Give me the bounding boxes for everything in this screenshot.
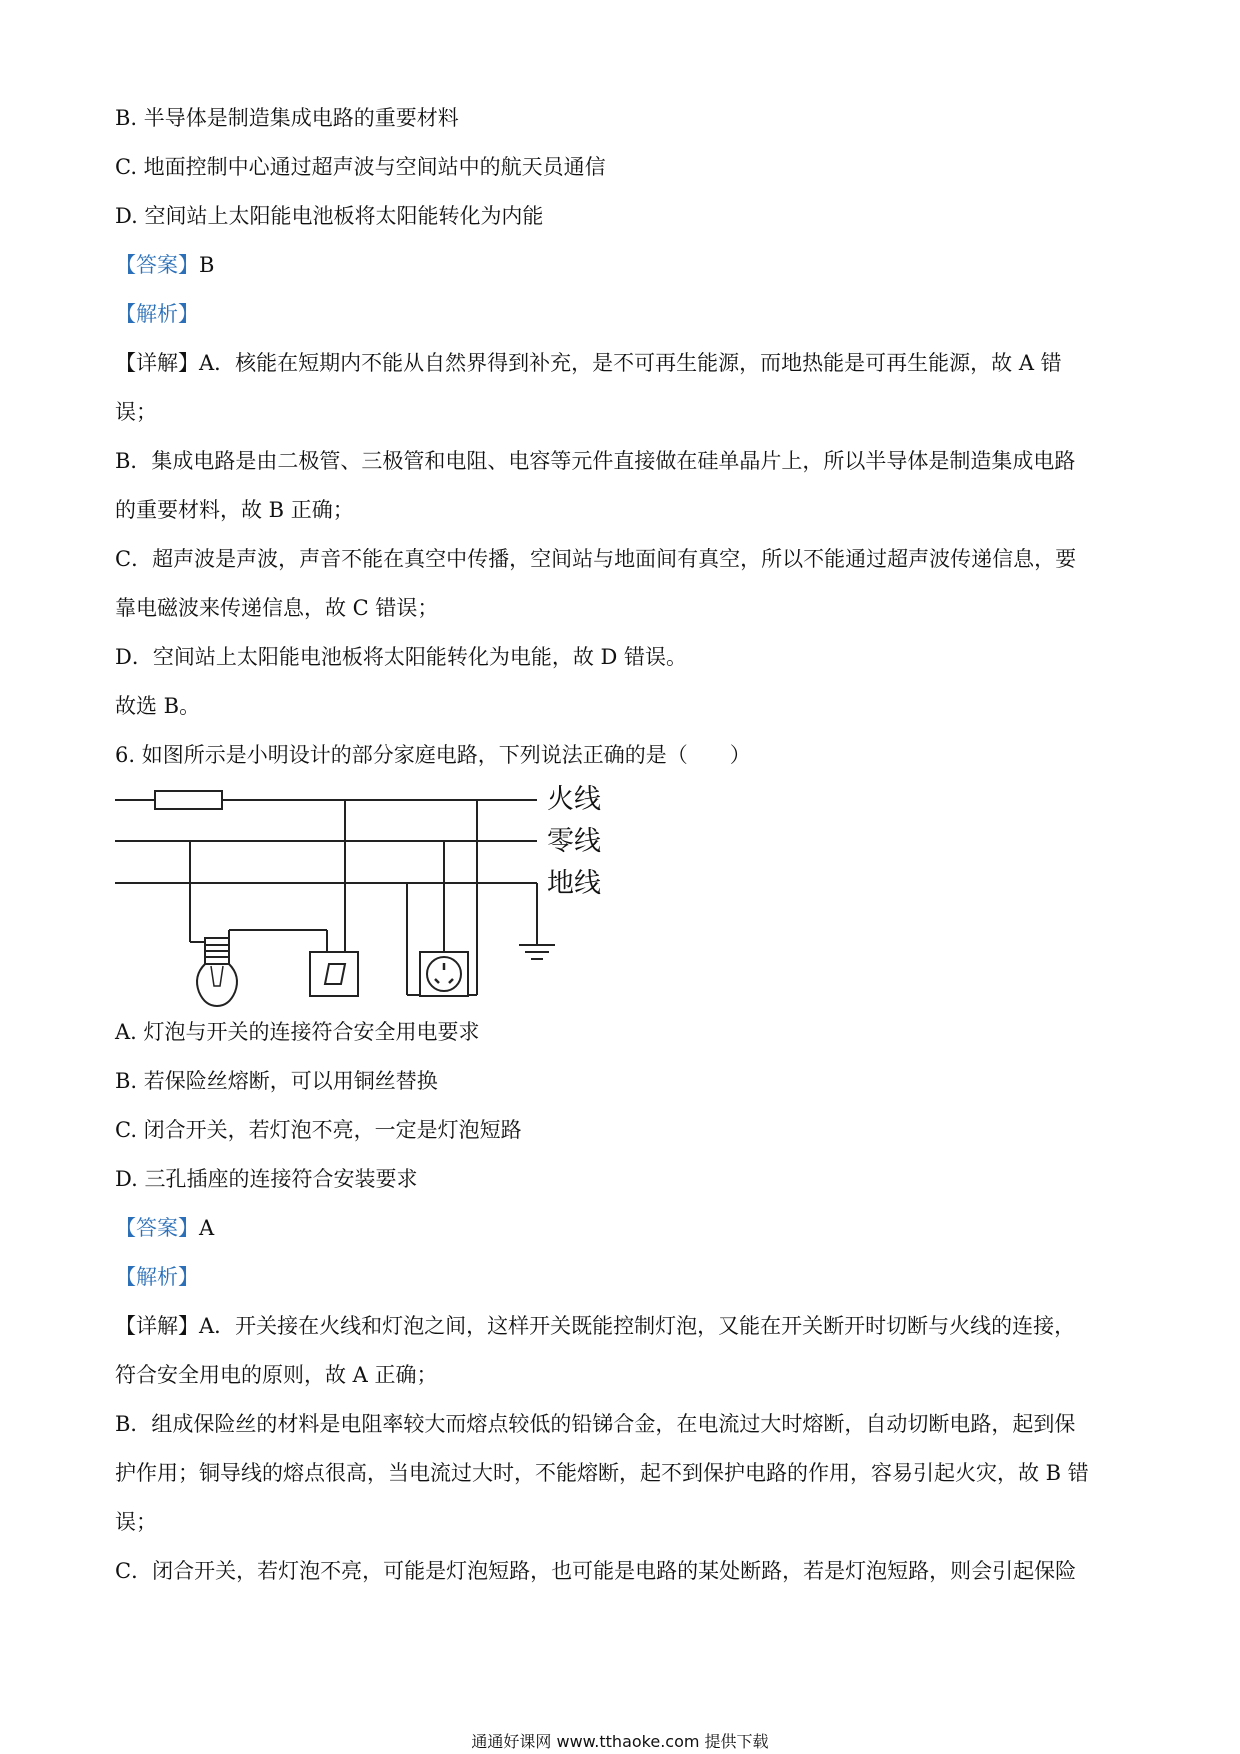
detail-line: D．空间站上太阳能电池板将太阳能转化为电能，故 D 错误。 <box>115 645 688 669</box>
answer-key: 【答案】 <box>115 253 199 277</box>
answer-line <box>115 250 214 280</box>
option-b: B. 若保险丝熔断，可以用铜丝替换 <box>115 1069 438 1093</box>
answer-line <box>115 1213 214 1243</box>
page-footer: 通通好课网 www.tthaoke.com 提供下载 <box>471 1732 769 1751</box>
detail-line: 符合安全用电的原则，故 A 正确； <box>115 1363 438 1387</box>
analysis-label: 【解析】 <box>115 302 199 326</box>
live-wire-label: 火线 <box>547 784 601 815</box>
detail-line: B．集成电路是由二极管、三极管和电阻、电容等元件直接做在硅单晶片上，所以半导体是制造集成电路 <box>115 449 1076 473</box>
detail-line: 【详解】A．开关接在火线和灯泡之间，这样开关既能控制灯泡，又能在开关断开时切断与火线的连接， <box>115 1314 1076 1338</box>
detail-line: 误； <box>115 400 157 424</box>
detail-line: 故选 B。 <box>115 694 201 718</box>
answer-value: B <box>199 253 215 277</box>
option-a: A. 灯泡与开关的连接符合安全用电要求 <box>115 1020 480 1044</box>
answer-value: A <box>199 1216 215 1240</box>
switch-icon <box>310 952 358 996</box>
option-c: C. 闭合开关，若灯泡不亮，一定是灯泡短路 <box>115 1118 522 1142</box>
detail-line: 的重要材料，故 B 正确； <box>115 498 354 522</box>
detail-line: C．超声波是声波，声音不能在真空中传播，空间站与地面间有真空，所以不能通过超声波传递信息，要 <box>115 547 1077 571</box>
detail-line: B．组成保险丝的材料是电阻率较大而熔点较低的铅锑合金，在电流过大时熔断，自动切断电路，起到保 <box>115 1412 1076 1436</box>
detail-line: 【详解】A．核能在短期内不能从自然界得到补充，是不可再生能源，而地热能是可再生能源，故 A 错 <box>115 351 1062 375</box>
option-b: B. 半导体是制造集成电路的重要材料 <box>115 106 459 130</box>
three-hole-socket-icon <box>420 952 468 996</box>
option-d: D. 空间站上太阳能电池板将太阳能转化为内能 <box>115 204 544 228</box>
detail-line: 靠电磁波来传递信息，故 C 错误； <box>115 596 439 620</box>
light-bulb-icon <box>197 938 237 1006</box>
option-c: C. 地面控制中心通过超声波与空间站中的航天员通信 <box>115 155 606 179</box>
detail-line: C．闭合开关，若灯泡不亮，可能是灯泡短路，也可能是电路的某处断路，若是灯泡短路，则会引起保险 <box>115 1559 1077 1583</box>
analysis-label: 【解析】 <box>115 1265 199 1289</box>
household-circuit-diagram <box>115 780 615 1010</box>
ground-wire-label: 地线 <box>547 868 601 899</box>
neutral-wire-label: 零线 <box>547 826 601 857</box>
option-d: D. 三孔插座的连接符合安装要求 <box>115 1167 418 1191</box>
answer-key: 【答案】 <box>115 1216 199 1240</box>
detail-line: 误； <box>115 1510 157 1534</box>
question-6-stem: 6. 如图所示是小明设计的部分家庭电路，下列说法正确的是（ ） <box>115 743 751 767</box>
fuse-icon <box>155 791 222 809</box>
detail-line: 护作用；铜导线的熔点很高，当电流过大时，不能熔断，起不到保护电路的作用，容易引起火灾，故 B 错 <box>115 1461 1089 1485</box>
